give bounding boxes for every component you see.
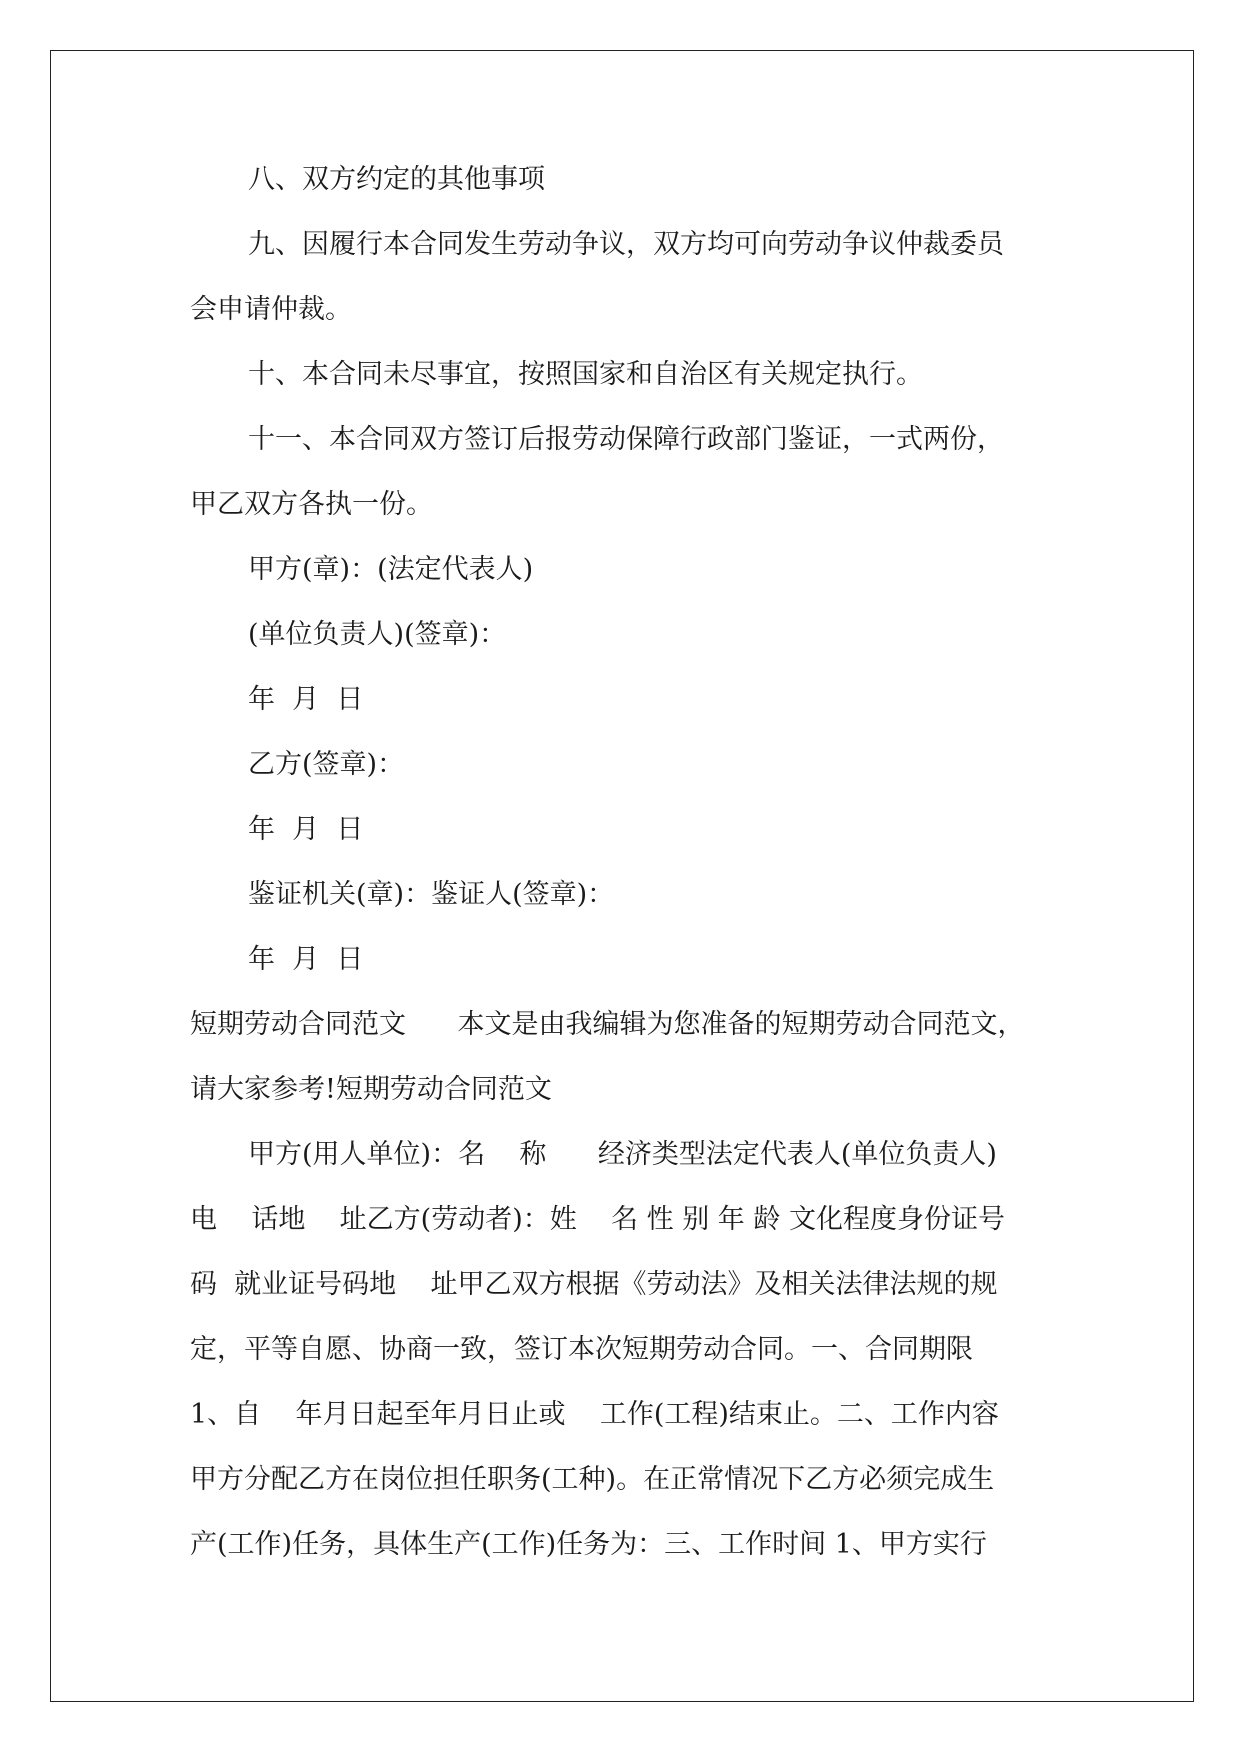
party-b-date-line: 年 月 日 — [248, 814, 364, 845]
contract-body-line-7: 产(工作)任务，具体生产(工作)任务为：三、工作时间 1、甲方实行 — [190, 1529, 987, 1560]
clause-10: 十、本合同未尽事宜，按照国家和自治区有关规定执行。 — [248, 359, 923, 390]
clause-9-continued: 会申请仲裁。 — [190, 294, 352, 325]
short-term-contract-heading: 短期劳动合同范文 本文是由我编辑为您准备的短期劳动合同范文， — [190, 1009, 1025, 1040]
party-a-seal-line: 甲方(章)：(法定代表人) — [248, 554, 534, 585]
verification-authority-line: 鉴证机关(章)：鉴证人(签章)： — [248, 879, 615, 910]
short-term-contract-heading-continued: 请大家参考!短期劳动合同范文 — [190, 1074, 552, 1105]
contract-body-line-2: 电 话地 址乙方(劳动者)：姓 名 性 别 年 龄 文化程度身份证号 — [190, 1204, 1005, 1235]
party-a-date-line: 年 月 日 — [248, 684, 364, 715]
contract-body-line-6: 甲方分配乙方在岗位担任职务(工种)。在正常情况下乙方必须完成生 — [190, 1464, 995, 1495]
verification-date-line: 年 月 日 — [248, 944, 364, 975]
contract-body-line-4: 定，平等自愿、协商一致，签订本次短期劳动合同。一、合同期限 — [190, 1334, 973, 1365]
contract-body-line-3: 码 就业证号码地 址甲乙双方根据《劳动法》及相关法律法规的规 — [190, 1269, 998, 1300]
clause-11-continued: 甲乙双方各执一份。 — [190, 489, 433, 520]
party-b-signature-line: 乙方(签章)： — [248, 749, 405, 780]
contract-body-line-1: 甲方(用人单位)：名 称 经济类型法定代表人(单位负责人) — [248, 1139, 997, 1170]
party-a-responsible-line: (单位负责人)(签章)： — [248, 619, 507, 650]
clause-8: 八、双方约定的其他事项 — [248, 164, 545, 195]
clause-11: 十一、本合同双方签订后报劳动保障行政部门鉴证，一式两份， — [248, 424, 1004, 455]
contract-body-line-5: 1、自 年月日起至年月日止或 工作(工程)结束止。二、工作内容 — [190, 1399, 999, 1430]
clause-9: 九、因履行本合同发生劳动争议，双方均可向劳动争议仲裁委员 — [248, 229, 1004, 260]
